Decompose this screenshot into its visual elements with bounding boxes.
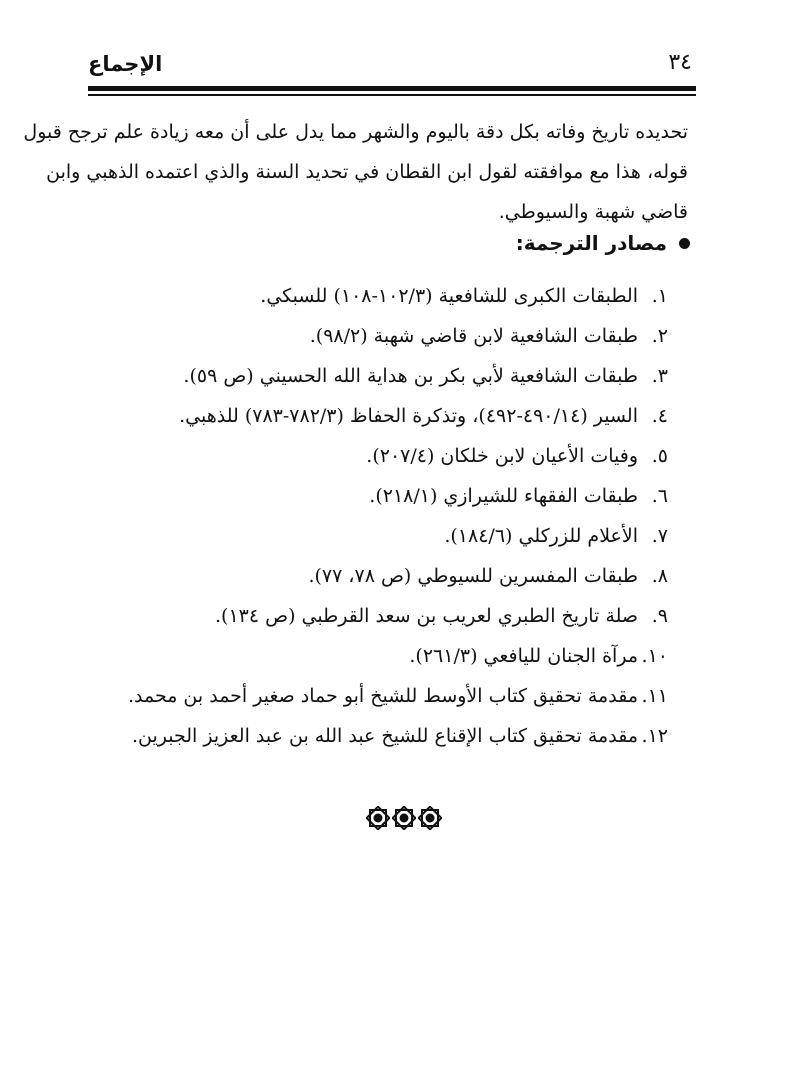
item-text: الطبقات الكبرى للشافعية (١٠٢/٣-١٠٨) للسبكي. [260,285,638,307]
item-number: ٤. [651,405,668,427]
intro-line: قوله، هذا مع موافقته لقول ابن القطان في تحديد السنة والذي اعتمده الذهبي وابن [46,161,688,183]
end-ornament [366,806,442,832]
item-text: طبقات الشافعية لأبي بكر بن هداية الله الحسيني (ص ٥٩). [183,365,638,387]
list-item [0,676,788,716]
book-title: الإجماع [88,52,163,76]
intro-line: قاضي شهبة والسيوطي. [498,201,688,223]
item-text: مقدمة تحقيق كتاب الأوسط للشيخ أبو حماد صغير أحمد بن محمد. [127,685,638,707]
list-item [0,636,788,676]
intro-paragraph [23,112,688,232]
header-rule-thick [88,86,696,91]
item-number: ٦. [651,485,668,507]
item-number: ٣. [651,365,668,387]
item-number: ١٢. [641,725,668,747]
item-number: ٩. [651,605,668,627]
item-text: وفيات الأعيان لابن خلكان (٢٠٧/٤). [366,445,638,467]
list-item [0,276,788,316]
item-text: الأعلام للزركلي (١٨٤/٦). [444,525,638,547]
item-number: ٨. [651,565,668,587]
list-item [0,596,788,636]
item-text: صلة تاريخ الطبري لعريب بن سعد القرطبي (ص ١٣٤). [215,605,638,627]
list-item [0,316,788,356]
item-number: ١٠. [641,645,668,667]
item-number: ٧. [651,525,668,547]
intro-line: تحديده تاريخ وفاته بكل دقة باليوم والشهر مما يدل على أن معه زيادة علم ترجح قبول [23,121,688,143]
item-number: ١. [651,285,668,307]
list-item [0,356,788,396]
item-number: ٥. [651,445,668,467]
item-text: مرآة الجنان لليافعي (٢٦١/٣). [409,645,638,667]
list-item [0,556,788,596]
flower-ornament-icon [392,806,416,830]
flower-ornament-icon [418,806,442,830]
item-text: السير (٤٩٠/١٤-٤٩٢)، وتذكرة الحفاظ (٧٨٢/٣-٧٨٣) للذهبي. [179,405,638,427]
page-header [88,50,696,90]
list-item [0,716,788,756]
list-item [0,476,788,516]
item-text: مقدمة تحقيق كتاب الإقناع للشيخ عبد الله بن عبد العزيز الجبرين. [131,725,638,747]
header-rule-thin [88,94,696,96]
list-item [0,396,788,436]
item-text: طبقات الشافعية لابن قاضي شهبة (٩٨/٢). [309,325,638,347]
item-number: ٢. [651,325,668,347]
sources-heading-text: مصادر الترجمة: [515,231,667,255]
list-item [0,436,788,476]
item-number: ١١. [641,685,668,707]
list-item [0,516,788,556]
item-text: طبقات الفقهاء للشيرازي (٢١٨/١). [369,485,638,507]
flower-ornament-icon [366,806,390,830]
sources-heading [516,231,690,255]
bullet-icon [679,238,690,249]
page-number: ٣٤ [668,50,692,75]
item-text: طبقات المفسرين للسيوطي (ص ٧٨، ٧٧). [308,565,638,587]
